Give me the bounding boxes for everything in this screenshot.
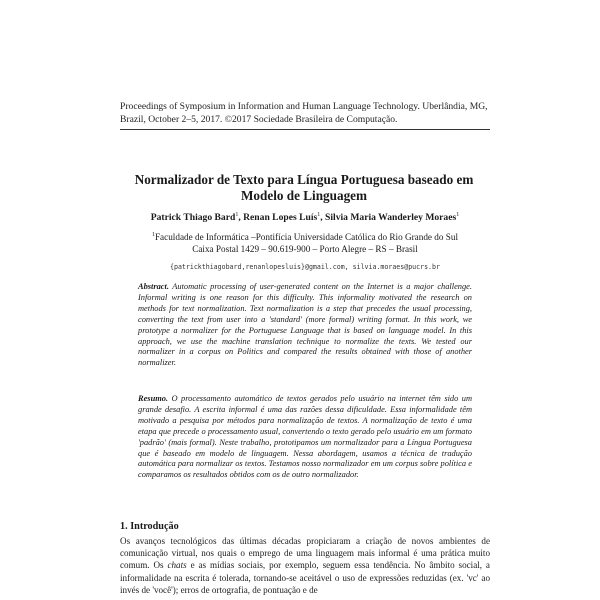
- author-list: Patrick Thiago Bard$^1$, Renan Lopes Luís$^1$, Silvia Maria Wanderley Moraes$^1$: [150, 212, 460, 224]
- author-affil-marker: 1: [235, 212, 239, 218]
- author-affil-marker: 1: [456, 212, 460, 218]
- author-emails: {patrickthiagobard,renanlopesluis}@gmail.com, silvia.moraes@pucrs.br: [170, 263, 440, 271]
- title-line-1: Normalizador de Texto para Língua Portuguesa baseado em: [134, 172, 474, 187]
- resumo-label: Resumo.: [138, 394, 169, 403]
- author-affil-marker: 1: [317, 212, 321, 218]
- abstract-text: Automatic processing of user-generated content on the Internet is a major challenge. Informal writing is one reason for this difficulty. This informality motivated the research on methods for text normalization. Text normalization is a step that precedes the usual processing, converting the text from user into a 'standard' (more formal) writing format. In this work, we prototype a normalizer for the Portuguese Language that is based on language model. In this approach, we use the machine translation technique to normalize the texts. We tested our normalizer in a corpus on Politics and compared the results obtained with those of another normalizer.: [138, 282, 472, 368]
- affiliation-line-1: Faculdade de Informática –Pontifícia Universidade Católica do Rio Grande do Sul: [154, 232, 459, 243]
- paper-title: [108, 172, 500, 204]
- affiliation: [100, 229, 510, 255]
- resumo: [138, 394, 472, 481]
- proceedings-header: [120, 100, 490, 126]
- header-line-1: Proceedings of Symposium in Information and Human Language Technology. Uberlândia, MG,: [120, 101, 488, 112]
- header-divider: [120, 129, 490, 130]
- resumo-text: O processamento automático de textos gerados pelo usuário na internet têm sido um grande desafio. A escrita informal é uma das razões dessa dificuldade. Essa informalidade têm motivado a pesquisa por métodos para normalização de textos. A normalização de texto é uma etapa que precede o processamento usual, convertendo o texto gerado pelo usuário em um formato 'padrão' (mais formal). Neste trabalho, prototipamos um normalizador para a Língua Portuguesa que é baseado em modelo de linguagem. Nessa abordagem, usamos a técnica de tradução automática para normalizar os textos. Testamos nosso normalizador em um corpus sobre política e comparamos os resultados obtidos com os de outro normalizador.: [138, 394, 472, 480]
- title-line-2: Modelo de Linguagem: [240, 188, 367, 203]
- author-name: Patrick Thiago Bard: [150, 212, 236, 224]
- section-heading: 1. Introdução: [120, 521, 179, 532]
- header-line-2: Brazil, October 2–5, 2017. ©2017 Sociedade Brasileira de Computação.: [120, 114, 398, 125]
- section-body: [120, 535, 490, 596]
- author-name: Renan Lopes Luís: [243, 212, 318, 224]
- author-name: Silvia Maria Wanderley Moraes: [325, 212, 457, 224]
- body-text-part: e as mídias sociais, por exemplo, seguem essa tendência. No âmbito social, a informalidade na escrita é tolerada, tornando-se aceitável o uso de expressões reduzidas (ex. 'vc' ao invés de 'você'); erros de ortografia, de pontuação e de: [120, 560, 490, 595]
- abstract-label: Abstract.: [138, 282, 169, 291]
- body-text-part: Os avanços tecnológicos das últimas décadas propiciaram a criação de novos ambientes de comunicação virtual, nos quais o emprego de uma linguagem mais informal é uma prática muito comum. Os: [120, 536, 490, 571]
- abstract: [138, 282, 472, 369]
- affiliation-marker: 1: [151, 232, 155, 238]
- affiliation-line-2: Caixa Postal 1429 – 90.619-900 – Porto Alegre – RS – Brasil: [192, 244, 418, 255]
- body-text-italic: chats: [167, 560, 187, 571]
